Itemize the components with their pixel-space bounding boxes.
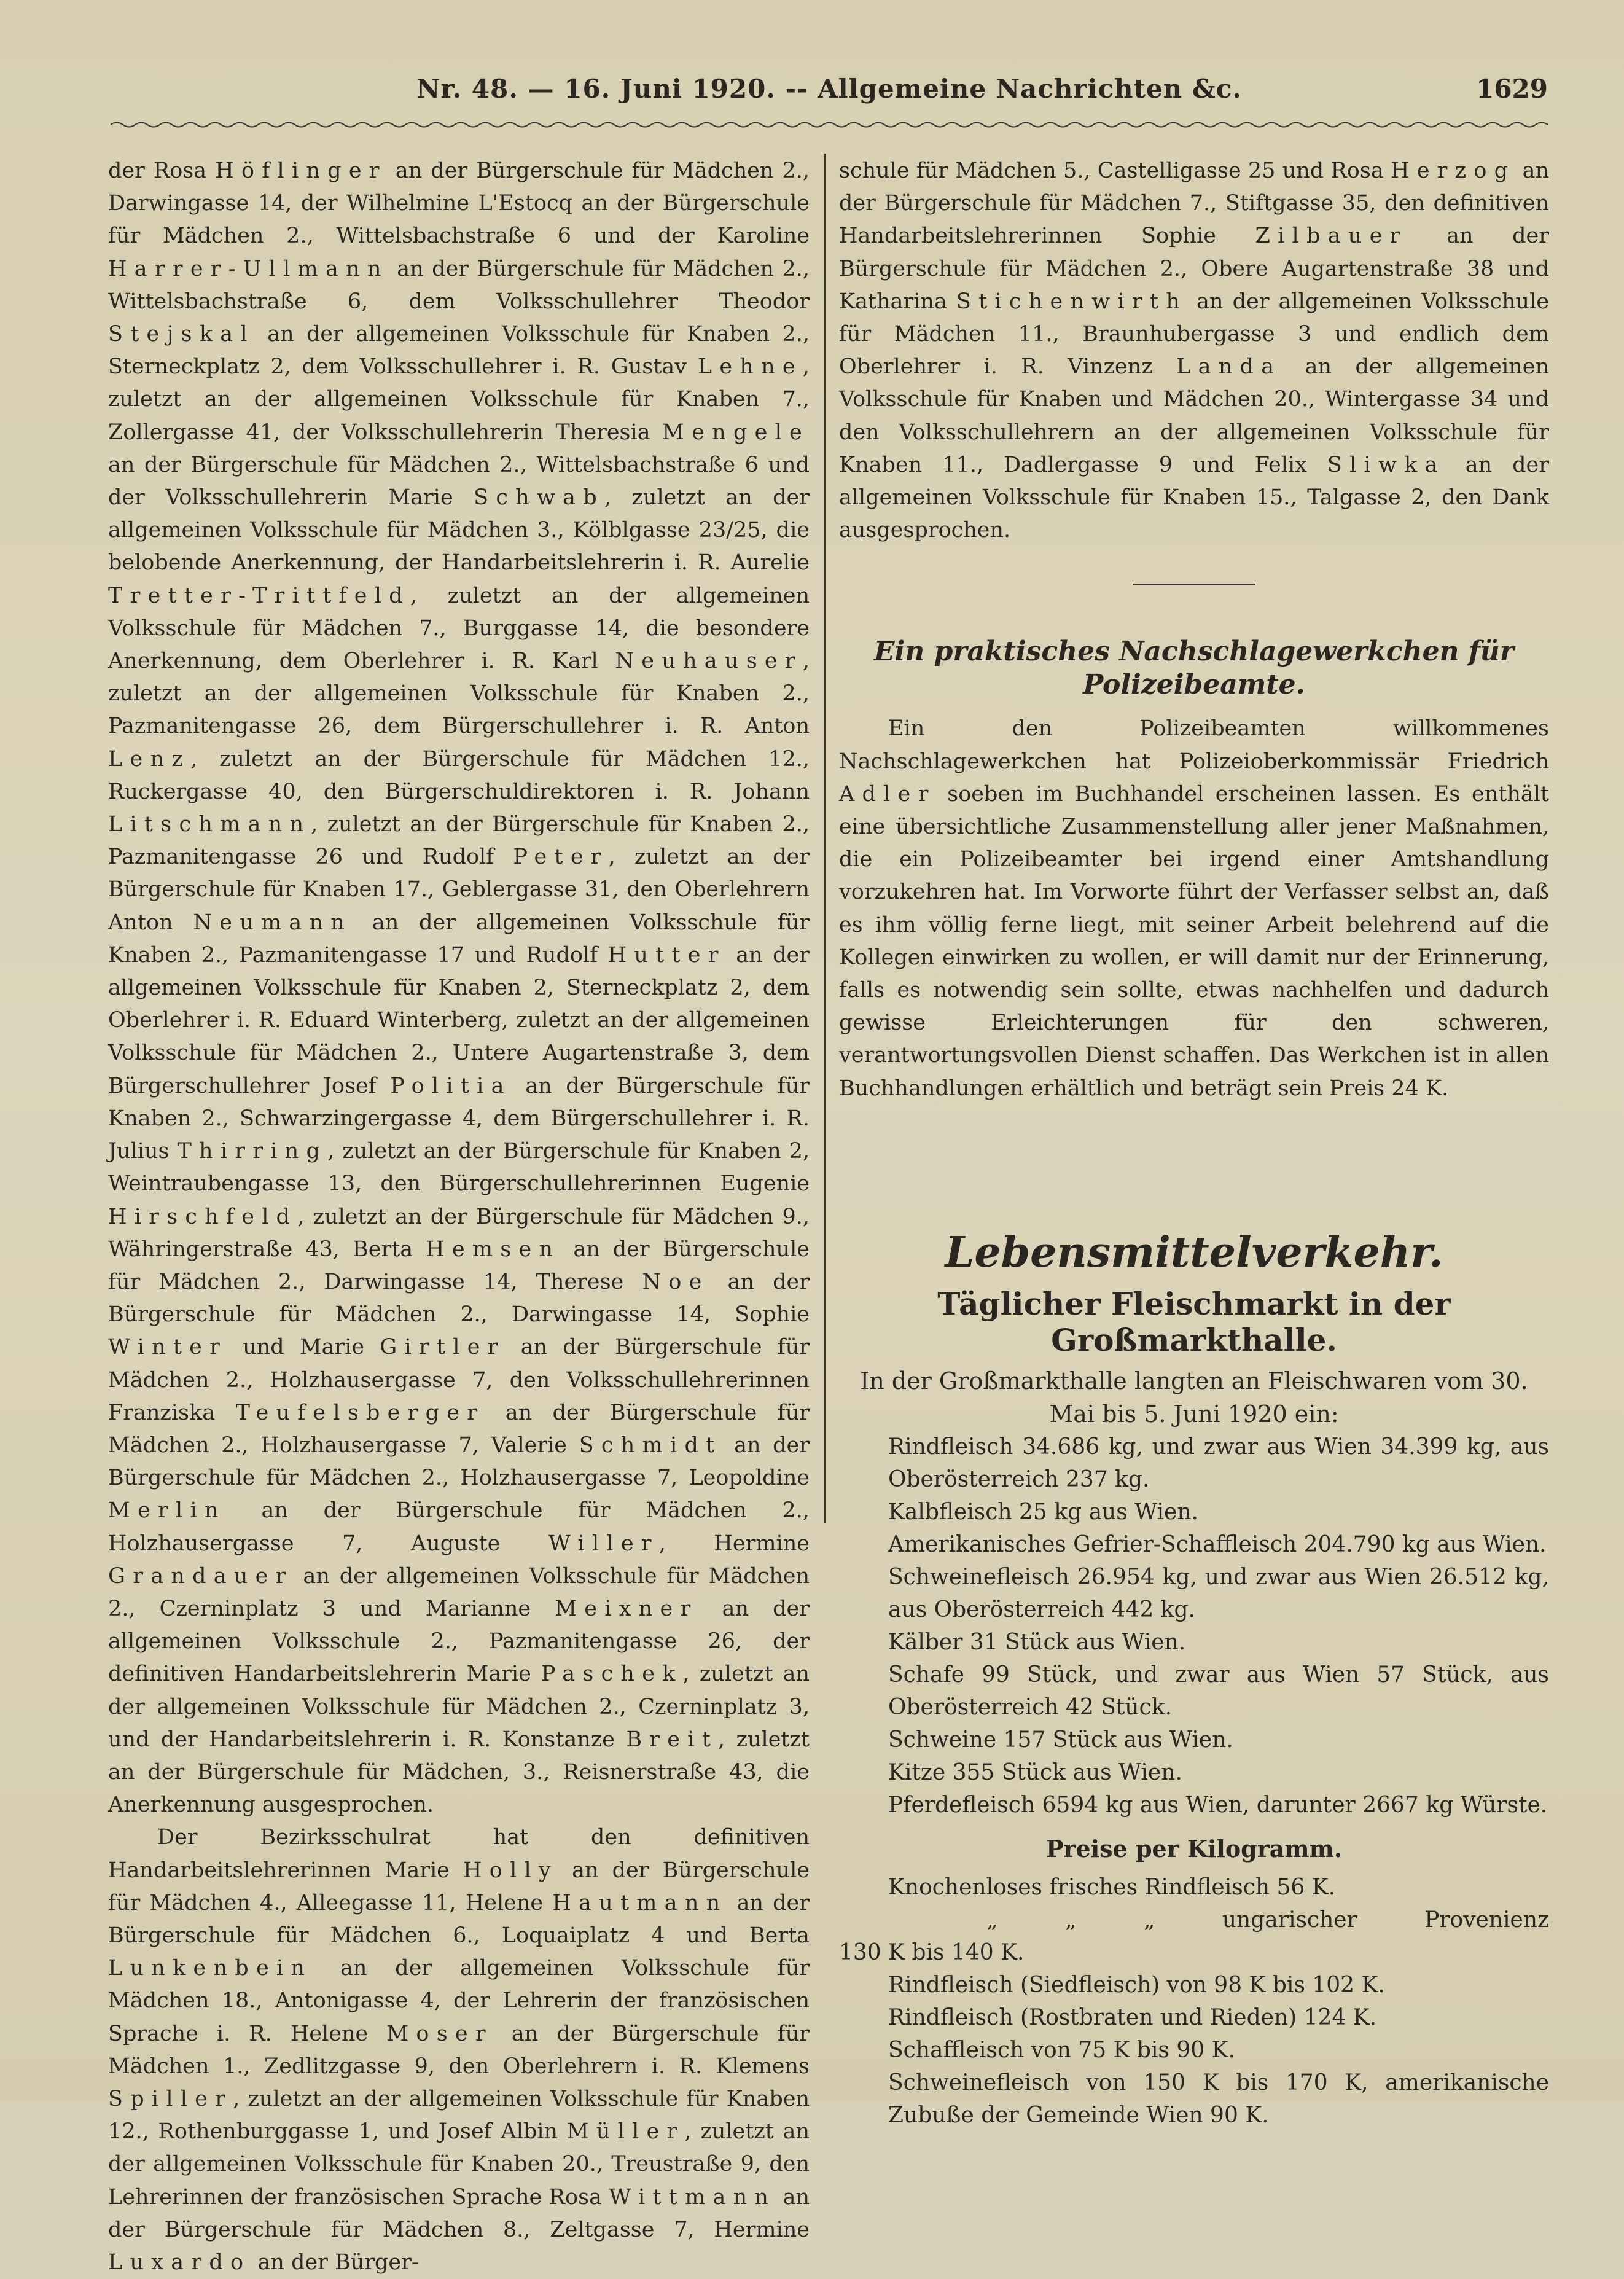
- spaced-name: Herzog: [1390, 158, 1516, 183]
- spaced-name: Sliwka: [1327, 452, 1445, 477]
- column-divider: [824, 154, 826, 1523]
- spaced-name: Adler: [839, 781, 936, 807]
- spaced-name: Politia: [390, 1073, 512, 1098]
- spaced-name: Holly: [463, 1858, 559, 1883]
- prices-list: [839, 1871, 1549, 2132]
- arrival-item: Schweine 157 Stück aus Wien.: [888, 1727, 1233, 1753]
- arrival-item: Schweinefleisch 26.954 kg, und zwar aus Wien 26.512 kg, aus Oberösterreich 442 kg.: [888, 1564, 1549, 1622]
- spaced-name: Landa: [1176, 354, 1282, 380]
- price-item: Schweinefleisch von 150 K bis 170 K, amerikanische Zubuße der Gemeinde Wien 90 K.: [888, 2070, 1549, 2128]
- spaced-name: Meixner: [555, 1596, 698, 1621]
- spaced-name: Neuhauser: [615, 649, 803, 674]
- price-provenienz: Provenienz: [1424, 1907, 1549, 1933]
- arrival-item: Rindfleisch 34.686 kg, und zwar aus Wien 34.399 kg, aus Oberösterreich 237 kg.: [888, 1434, 1549, 1492]
- spaced-name: Merlin: [108, 1498, 226, 1523]
- price-item: Schaffleisch von 75 K bis 90 K.: [888, 2037, 1235, 2063]
- price-item: Knochenloses frisches Rindfleisch 56 K.: [888, 1874, 1336, 1900]
- section-title: Lebensmittelverkehr.: [945, 1227, 1443, 1277]
- spaced-name: Breit: [626, 1727, 719, 1752]
- spaced-name: Noe: [642, 1269, 709, 1294]
- ditto-mark: „: [1143, 1907, 1155, 1933]
- spaced-name: Hautmann: [552, 1890, 728, 1915]
- spaced-name: Hutter: [607, 942, 726, 968]
- spaced-name: Zilbauer: [1255, 224, 1408, 249]
- spaced-name: Girtler: [380, 1335, 506, 1360]
- spaced-name: Tretter-Trittfeld: [108, 583, 410, 608]
- spaced-name: Moser: [386, 2021, 493, 2046]
- left-paragraph-2: Der Bezirksschulrat hat den definitiven Handarbeitslehrerinnen Marie Holly an der Bürgerschule für Mädchen 4., Alleegasse 11, Helene Hautmann an der Bürgerschule für Mädchen 6., Loquaiplatz 4 und Berta Lunkenbein an der allgemeinen Volksschule für Mädchen 18., Antonigasse 4, der Lehrerin der französischen Sprache i. R. Helene Moser an der Bürgerschule für Mädchen 1., Zedlitzgasse 9, den Oberlehrern i. R. Klemens Spiller, zuletzt an der allgemeinen Volksschule für Knaben 12., Rothenburggasse 1, und Josef Albin Müller, zuletzt an der allgemeinen Volksschule für Knaben 20., Treustraße 9, den Lehrerinnen der französischen Sprache Rosa Wittmann an der Bürgerschule für Mädchen 8., Zeltgasse 7, Hermine Luxardo an der Bürger-: [108, 1825, 810, 2275]
- spaced-name: Müller: [566, 2119, 685, 2144]
- arrival-item: Pferdefleisch 6594 kg aus Wien, darunter 2667 kg Würste.: [888, 1792, 1548, 1818]
- left-paragraph-1: der Rosa Höflinger an der Bürgerschule für Mädchen 2., Darwingasse 14, der Wilhelmine L'Estocq an der Bürgerschule für Mädchen 2., Wittelsbachstraße 6 und der Karoline Harrer-Ullmann an der Bürgerschule für Mädchen 2., Wittelsbachstraße 6, dem Volksschullehrer Theodor Stejskal an der allgemeinen Volksschule für Knaben 2., Sterneckplatz 2, dem Volksschullehrer i. R. Gustav Lehne, zuletzt an der allgemeinen Volksschule für Knaben 7., Zollergasse 41, der Volksschullehrerin Theresia Mengele an der Bürgerschule für Mädchen 2., Wittelsbachstraße 6 und der Volksschullehrerin Marie Schwab, zuletzt an der allgemeinen Volksschule für Mädchen 3., Kölblgasse 23/25, die belobende Anerkennung, der Handarbeitslehrerin i. R. Aurelie Tretter-Trittfeld, zuletzt an der allgemeinen Volksschule für Mädchen 7., Burggasse 14, die besondere Anerkennung, dem Oberlehrer i. R. Karl Neuhauser, zuletzt an der allgemeinen Volksschule für Knaben 2., Pazmanitengasse 26, dem Bürgerschullehrer i. R. Anton Lenz, zuletzt an der Bürgerschule für Mädchen 12., Ruckergasse 40, den Bürgerschuldirektoren i. R. Johann Litschmann, zuletzt an der Bürgerschule für Knaben 2., Pazmanitengasse 26 und Rudolf Peter, zuletzt an der Bürgerschule für Knaben 17., Geblergasse 31, den Oberlehrern Anton Neumann an der allgemeinen Volksschule für Knaben 2., Pazmanitengasse 17 und Rudolf Hutter an der allgemeinen Volksschule für Knaben 2, Sterneckplatz 2, dem Oberlehrer i. R. Eduard Winterberg, zuletzt an der allgemeinen Volksschule für Mädchen 2., Untere Augartenstraße 3, dem Bürgerschullehrer Josef Politia an der Bürgerschule für Knaben 2., Schwarzingergasse 4, dem Bürgerschullehrer i. R. Julius Thirring, zuletzt an der Bürgerschule für Knaben 2, Weintraubengasse 13, den Bürgerschullehrerinnen Eugenie Hirschfeld, zuletzt an der Bürgerschule für Mädchen 9., Währingerstraße 43, Berta Hemsen an der Bürgerschule für Mädchen 2., Darwingasse 14, Therese Noe an der Bürgerschule für Mädchen 2., Darwingasse 14, Sophie Winter und Marie Girtler an der Bürgerschule für Mädchen 2., Holzhausergasse 7, den Volksschullehrerinnen Franziska Teufelsberger an der Bürgerschule für Mädchen 2., Holzhausergasse 7, Valerie Schmidt an der Bürgerschule für Mädchen 2., Holzhausergasse 7, Leopoldine Merlin an der Bürgerschule für Mädchen 2., Holzhausergasse 7, Auguste Willer, Hermine Grandauer an der allgemeinen Volksschule für Mädchen 2., Czerninplatz 3 und Marianne Meixner an der allgemeinen Volksschule 2., Pazmanitengasse 26, der definitiven Handarbeitslehrerin Marie Paschek, zuletzt an der allgemeinen Volksschule für Mädchen 2., Czerninplatz 3, und der Handarbeitslehrerin i. R. Konstanze Breit, zuletzt an der Bürgerschule für Mädchen, 3., Reisnerstraße 43, die Anerkennung ausgesprochen.: [108, 158, 810, 1818]
- spaced-name: Schmidt: [579, 1433, 722, 1458]
- right-paragraph-1: schule für Mädchen 5., Castelligasse 25 und Rosa Herzog an der Bürgerschule für Mädchen 7., Stiftgasse 35, den definitiven Handarbeitslehrerinnen Sophie Zilbauer an der Bürgerschule für Mädchen 2., Obere Augartenstraße 38 und Katharina Stichenwirth an der allgemeinen Volksschule für Mädchen 11., Braunhubergasse 3 und endlich dem Oberlehrer i. R. Vinzenz Landa an der allgemeinen Volksschule für Knaben und Mädchen 20., Wintergasse 34 und den Volksschullehrern an der allgemeinen Volksschule für Knaben 11., Dadlergasse 9 und Felix Sliwka an der allgemeinen Volksschule für Knaben 15., Talgasse 2, den Dank ausgesprochen.: [839, 158, 1549, 543]
- spaced-name: Wittmann: [609, 2184, 776, 2210]
- spaced-name: Paschek: [541, 1662, 683, 1687]
- spaced-name: Lenz: [108, 746, 190, 772]
- arrival-item: Kälber 31 Stück aus Wien.: [888, 1629, 1186, 1655]
- spaced-name: Stejskal: [108, 322, 255, 347]
- spaced-name: Harrer-Ullmann: [108, 256, 389, 281]
- price-ditto-line: [839, 1904, 1549, 1936]
- spaced-name: Luxardo: [108, 2250, 251, 2275]
- spaced-name: Thirring: [177, 1139, 328, 1164]
- spaced-name: Lehne: [697, 354, 803, 380]
- arrival-item: Kalbfleisch 25 kg aus Wien.: [888, 1499, 1198, 1525]
- price-item: Rindfleisch (Rostbraten und Rieden) 124 K.: [888, 2004, 1377, 2030]
- spaced-name: Teufelsberger: [235, 1400, 485, 1425]
- price-ungarisch: ungarischer: [1222, 1907, 1357, 1933]
- arrival-item: Schafe 99 Stück, und zwar aus Wien 57 Stück, aus Oberösterreich 42 Stück.: [888, 1662, 1549, 1720]
- arrival-item: Amerikanisches Gefrier-Schaffleisch 204.790 kg aus Wien.: [888, 1531, 1547, 1557]
- arrival-item: Kitze 355 Stück aus Wien.: [888, 1759, 1182, 1785]
- spaced-name: Hirschfeld: [108, 1204, 298, 1229]
- header-title: Nr. 48. — 16. Juni 1920. -- Allgemeine Nachrichten &c.: [416, 74, 1242, 104]
- spaced-name: Peter: [513, 845, 609, 870]
- spaced-name: Willer: [548, 1531, 659, 1556]
- prices-title: Preise per Kilogramm.: [1045, 1834, 1343, 1863]
- spaced-name: Mengele: [662, 420, 810, 445]
- market-lead: In der Großmarkthalle langten an Fleischwaren vom 30. Mai bis 5. Juni 1920 ein:: [860, 1367, 1528, 1428]
- header-wavy-rule: [111, 120, 1548, 129]
- page-number: 1629: [1476, 74, 1548, 104]
- ditto-mark: „: [1064, 1907, 1077, 1933]
- spaced-name: Grandauer: [108, 1563, 294, 1589]
- article-body: Ein den Polizeibeamten willkommenes Nachschlagewerkchen hat Polizeioberkommissär Friedrich Adler soeben im Buchhandel erscheinen lassen. Es enthält eine übersichtliche Zusammenstellung aller jener Maßnahmen, die ein Polizeibeamter bei irgend einer Amtshandlung vorzukehren hat. Im Vorworte führt der Verfasser selbst an, daß es ihm völlig ferne liegt, mit seiner Arbeit belehrend auf die Kollegen einwirken zu wollen, er will damit nur der Erinnerung, falls es notwendig sein sollte, etwas nachhelfen und dadurch gewisse Erleichterungen für den schweren, verantwortungsvollen Dienst schaffen. Das Werkchen ist in allen Buchhandlungen erhältlich und beträgt sein Preis 24 K.: [839, 716, 1549, 1101]
- spaced-name: Hemsen: [426, 1237, 561, 1262]
- left-column: [108, 155, 810, 2279]
- spaced-name: Litschmann: [108, 812, 311, 837]
- spaced-name: Lunkenbein: [108, 1956, 313, 1981]
- spaced-name: Stichenwirth: [956, 289, 1188, 314]
- right-column: [839, 155, 1549, 2132]
- article-title: Ein praktisches Nachschlagewerkchen für Polizeibeamte.: [874, 636, 1514, 701]
- subsection-title: Täglicher Fleischmarkt in der Großmarkthalle.: [937, 1285, 1451, 1358]
- ditto-mark: „: [986, 1907, 998, 1933]
- spaced-name: Spiller: [108, 2086, 233, 2111]
- page-header: [111, 74, 1548, 117]
- price-item: Rindfleisch (Siedfleisch) von 98 K bis 102 K.: [888, 1972, 1385, 1998]
- price-range: 130 K bis 140 K.: [839, 1939, 1025, 1965]
- spaced-name: Winter: [108, 1335, 228, 1360]
- spaced-name: Höflinger: [215, 158, 387, 183]
- spaced-name: Schwab: [474, 485, 604, 510]
- spaced-name: Neumann: [193, 910, 353, 935]
- section-divider: [1133, 584, 1255, 585]
- arrivals-list: [839, 1431, 1549, 1821]
